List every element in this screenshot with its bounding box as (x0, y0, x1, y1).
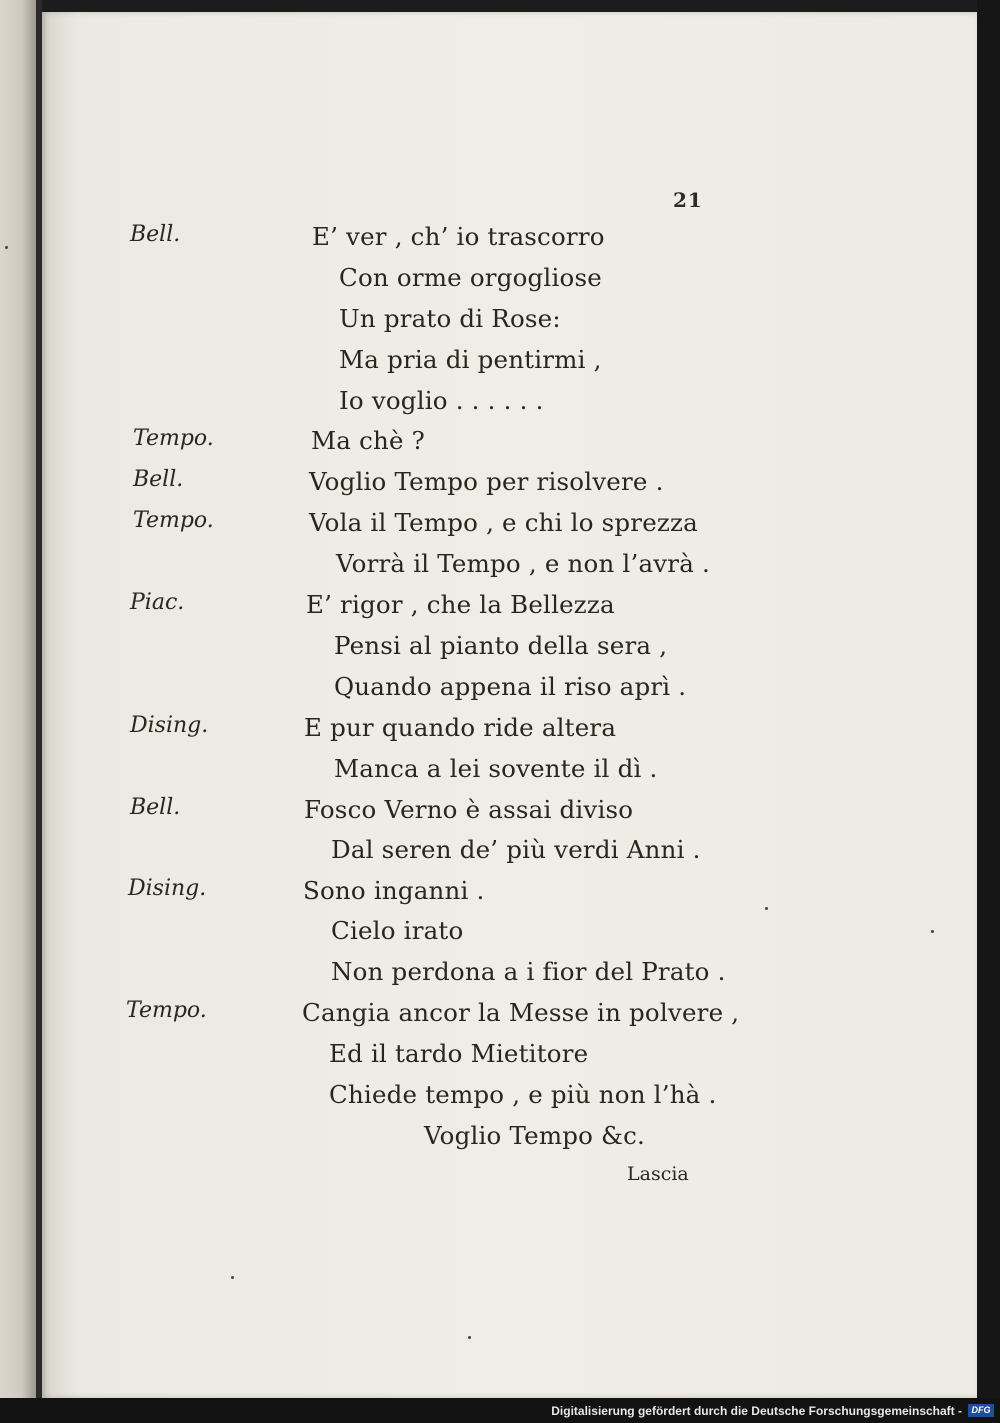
verse-line: Dal seren de’ più verdi Anni . (331, 835, 701, 864)
speaker-label: Piac. (130, 590, 185, 615)
speaker-label: Bell. (130, 222, 181, 247)
verse-line: Pensi al pianto della sera , (334, 631, 668, 660)
verse-line: Vorrà il Tempo , e non l’avrà . (336, 549, 710, 578)
speaker-label: Bell. (133, 467, 184, 492)
verse-line: Un prato di Rose: (339, 304, 561, 333)
verse-line: Con orme orgogliose (339, 263, 602, 292)
verse-line: Ma chè ? (311, 426, 426, 455)
book-page (42, 12, 977, 1398)
paper-speck (468, 1336, 471, 1339)
page-number: 21 (673, 188, 703, 212)
verse-line: Sono inganni . (303, 876, 485, 905)
verse-line: Chiede tempo , e più non l’hà . (329, 1080, 717, 1109)
paper-speck (5, 246, 8, 249)
catchword: Lascia (627, 1163, 689, 1185)
footer-bar (0, 1398, 1000, 1423)
verse-line: E pur quando ride altera (304, 713, 617, 742)
verse-line: Voglio Tempo &c. (424, 1121, 645, 1150)
verse-line: Ma pria di pentirmi , (339, 345, 602, 374)
verse-line: Quando appena il riso aprì . (334, 672, 687, 701)
paper-speck (765, 907, 768, 910)
verse-line: Voglio Tempo per risolvere . (309, 467, 664, 496)
paper-speck (931, 930, 934, 933)
verse-line: Ed il tardo Mietitore (329, 1039, 589, 1068)
verse-line: Io voglio . . . . . . (339, 386, 544, 415)
speaker-label: Tempo. (133, 426, 214, 451)
verse-line: Cielo irato (331, 916, 464, 945)
previous-page-edge (0, 0, 36, 1398)
speaker-label: Bell. (130, 795, 181, 820)
dfg-logo: DFG (968, 1404, 994, 1417)
paper-speck (231, 1276, 234, 1279)
verse-line: E’ ver , ch’ io trascorro (312, 222, 605, 251)
speaker-label: Dising. (128, 876, 207, 901)
speaker-label: Tempo. (126, 998, 207, 1023)
footer-credit: Digitalisierung gefördert durch die Deutsche Forschungsgemeinschaft - (551, 1404, 962, 1418)
speaker-label: Tempo. (133, 508, 214, 533)
verse-line: Non perdona a i fior del Prato . (331, 957, 726, 986)
scan-background (977, 0, 1000, 1398)
speaker-label: Dising. (130, 713, 209, 738)
verse-line: Vola il Tempo , e chi lo sprezza (309, 508, 698, 537)
verse-line: E’ rigor , che la Bellezza (306, 590, 615, 619)
verse-line: Cangia ancor la Messe in polvere , (302, 998, 740, 1027)
verse-line: Manca a lei sovente il dì . (334, 754, 658, 783)
verse-line: Fosco Verno è assai diviso (304, 795, 634, 824)
